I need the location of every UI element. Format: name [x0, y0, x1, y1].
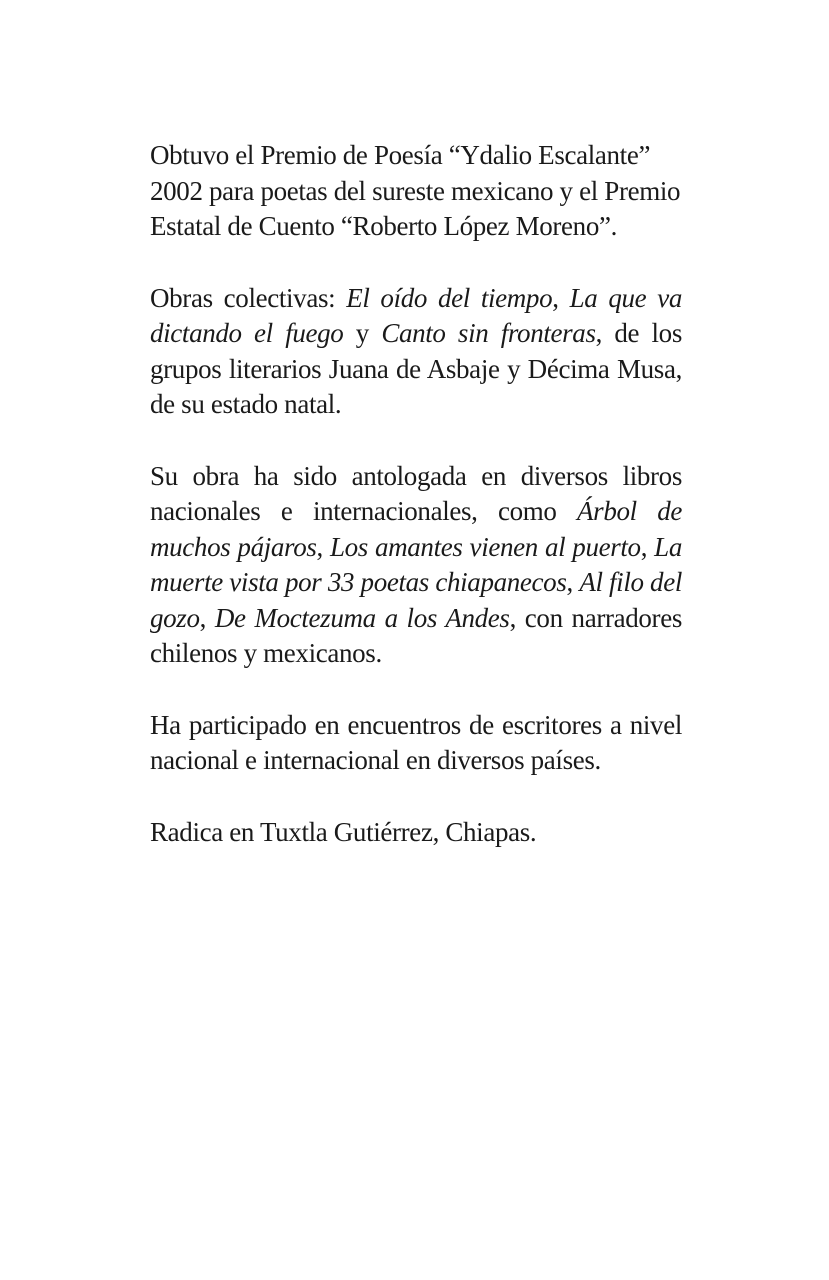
- book-title: El oído del tiempo: [346, 282, 553, 313]
- text-segment: Su obra ha sido antologada en diversos libros nacionales e internacionales, como: [150, 460, 682, 526]
- book-title: Al filo del gozo: [150, 567, 682, 633]
- text-segment: Obras colectivas:: [150, 282, 347, 313]
- paragraph-awards: [150, 138, 682, 245]
- page-body: [150, 138, 682, 850]
- paragraph-encounters: [150, 708, 682, 779]
- book-title: La muerte vista por 33 poetas chiapanecos: [150, 531, 682, 597]
- text-segment: Obtuvo el Premio de Poesía “Ydalio Escalante” 2002 para poetas del sureste mexicano y el Premio Estatal de Cuento “Roberto López Moreno”.: [150, 140, 681, 241]
- text-segment: , de los grupos literarios Juana de Asbaje y Décima Musa, de su estado natal.: [150, 318, 682, 419]
- book-title: La que va dictando el fuego: [150, 282, 682, 348]
- text-segment: ,: [316, 531, 330, 562]
- paragraph-collective-works: [150, 281, 682, 423]
- text-segment: Radica en Tuxtla Gutiérrez, Chiapas.: [150, 816, 537, 847]
- paragraph-residence: [150, 815, 682, 851]
- book-title: Árbol de muchos pájaros: [150, 496, 682, 562]
- text-segment: Ha participado en encuentros de escritores a nivel nacional e internacional en diversos países.: [150, 709, 682, 775]
- text-segment: ,: [640, 531, 655, 562]
- book-title: Canto sin fronteras: [381, 318, 596, 348]
- text-segment: ,: [199, 602, 215, 633]
- text-segment: ,: [566, 567, 580, 597]
- paragraph-anthologies: [150, 459, 682, 672]
- text-segment: , con narradores chilenos y mexicanos.: [150, 602, 682, 668]
- text-segment: y: [343, 318, 382, 348]
- book-title: De Moctezuma a los Andes: [214, 602, 510, 633]
- text-segment: ,: [552, 282, 570, 313]
- book-title: Los amantes vienen al puerto: [329, 531, 641, 562]
